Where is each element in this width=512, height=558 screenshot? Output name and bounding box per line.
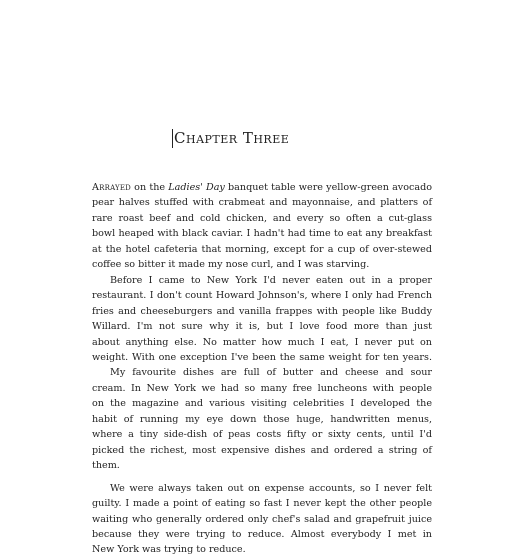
paragraph-3 [92,365,432,473]
paragraph-3-line-7: them. [92,460,120,472]
paragraph-4-line-2: guilty. I made a point of eating so fast I never kept the other people [92,498,432,510]
paragraph-2-line-1: Before I came to New York I'd never eaten out in a proper [110,274,432,286]
paragraph-4-line-4: because they were trying to reduce. Almost everybody I met in [92,528,432,540]
paragraph-gap [92,474,432,481]
paragraph-3-line-6: picked the richest, most expensive dishes and ordered a string of [92,444,432,456]
chapter-title: Chapter Three [174,129,290,147]
paragraph-1-line-3: rare roast beef and cold chicken, and every so often a cut-glass [92,212,432,224]
paragraph-3-line-3: on the magazine and various visiting celebrities I developed the [92,398,432,410]
paragraph-1-line-4: bowl heaped with black caviar. I hadn't had time to eat any breakfast [92,228,432,240]
chapter-body[interactable] [92,180,432,558]
magazine-title: Ladies' Day [168,182,225,193]
paragraph-2-line-5: about anything else. No matter how much I eat, I never put on [92,336,432,348]
paragraph-2-line-4: Willard. I'm not sure why it is, but I love food more than just [92,321,432,333]
opening-small-caps: Arrayed [92,182,131,193]
paragraph-3-line-5: where a tiny side-dish of peas costs fifty or sixty cents, until I'd [92,429,432,441]
paragraph-1-line-6: coffee so bitter it made my nose curl, and I was starving. [92,259,370,271]
paragraph-2 [92,273,432,366]
paragraph-2-line-2: restaurant. I don't count Howard Johnson's, where I only had French [92,290,432,302]
paragraph-1-line-2: pear halves stuffed with crabmeat and mayonnaise, and platters of [92,197,432,209]
paragraph-4 [92,481,432,558]
paragraph-2-line-6: weight. With one exception I've been the same weight for ten years. [92,351,432,363]
paragraph-2-line-3: fries and cheeseburgers and vanilla frappes with people like Buddy [92,305,432,317]
text-cursor [172,129,173,148]
paragraph-4-line-5: New York was trying to reduce. [92,544,246,556]
paragraph-1-line-5: at the hotel cafeteria that morning, except for a cup of over-stewed [92,243,432,255]
paragraph-3-line-1: My favourite dishes are full of butter and cheese and sour [110,367,432,379]
paragraph-1 [92,180,432,273]
paragraph-4-line-3: waiting who generally ordered only chef's salad and grapefruit juice [92,513,432,525]
paragraph-3-line-2: cream. In New York we had so many free luncheons with people [92,382,432,394]
paragraph-3-line-4: habit of running my eye down those huge, handwritten menus, [92,413,432,425]
paragraph-1-line-1: Arrayed on the Ladies' Day banquet table were yellow-green avocado [92,182,433,193]
paragraph-4-line-1: We were always taken out on expense accounts, so I never felt [110,482,432,494]
